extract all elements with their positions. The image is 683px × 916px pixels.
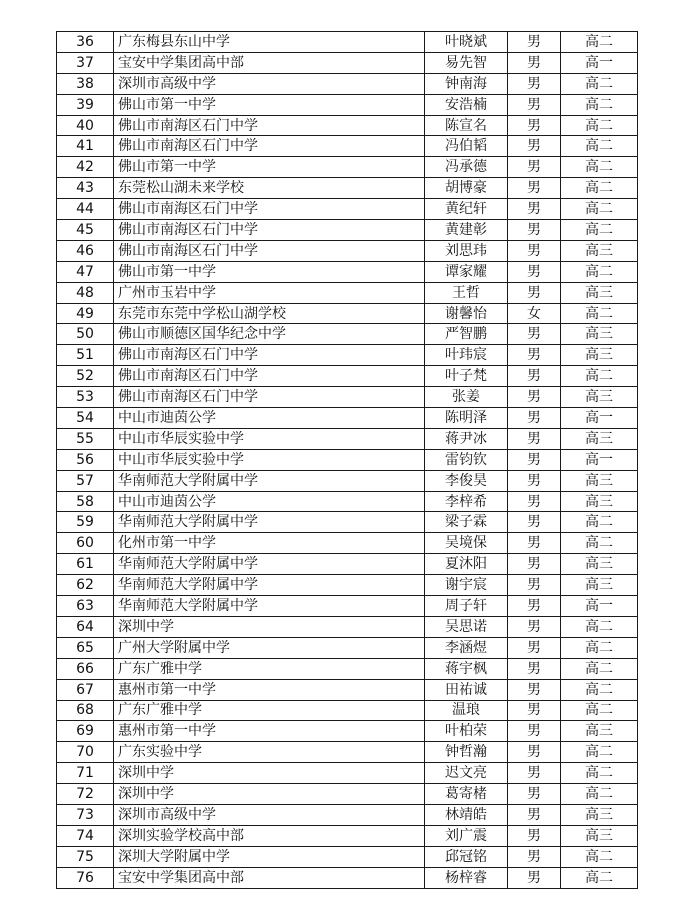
table-row: [57, 366, 638, 387]
school-name-cell: 深圳市高级中学: [114, 804, 425, 825]
student-name-cell: 刘广震: [425, 825, 508, 846]
school-name-cell: 华南师范大学附属中学: [114, 554, 425, 575]
row-number-cell: 51: [57, 345, 114, 366]
grade-cell: 高二: [561, 94, 638, 115]
table-row: [57, 115, 638, 136]
school-name-cell: 华南师范大学附属中学: [114, 470, 425, 491]
student-name-cell: 迟文亮: [425, 763, 508, 784]
roster-body: [57, 32, 638, 889]
grade-cell: 高二: [561, 366, 638, 387]
table-row: [57, 512, 638, 533]
school-name-cell: 广东广雅中学: [114, 658, 425, 679]
table-row: [57, 387, 638, 408]
table-row: [57, 428, 638, 449]
grade-cell: 高一: [561, 449, 638, 470]
gender-cell: 男: [508, 784, 561, 805]
table-row: [57, 449, 638, 470]
table-row: [57, 637, 638, 658]
grade-cell: 高一: [561, 52, 638, 73]
student-name-cell: 叶玮宸: [425, 345, 508, 366]
row-number-cell: 50: [57, 324, 114, 345]
row-number-cell: 40: [57, 115, 114, 136]
gender-cell: 男: [508, 742, 561, 763]
grade-cell: 高二: [561, 32, 638, 53]
table-row: [57, 784, 638, 805]
grade-cell: 高二: [561, 512, 638, 533]
row-number-cell: 62: [57, 575, 114, 596]
school-name-cell: 广东梅县东山中学: [114, 32, 425, 53]
school-name-cell: 佛山市第一中学: [114, 94, 425, 115]
gender-cell: 男: [508, 157, 561, 178]
gender-cell: 男: [508, 178, 561, 199]
student-name-cell: 杨梓睿: [425, 867, 508, 888]
table-row: [57, 261, 638, 282]
gender-cell: 男: [508, 575, 561, 596]
student-name-cell: 温琅: [425, 700, 508, 721]
gender-cell: 男: [508, 763, 561, 784]
row-number-cell: 66: [57, 658, 114, 679]
table-row: [57, 303, 638, 324]
gender-cell: 男: [508, 554, 561, 575]
grade-cell: 高三: [561, 428, 638, 449]
school-name-cell: 广州大学附属中学: [114, 637, 425, 658]
row-number-cell: 76: [57, 867, 114, 888]
row-number-cell: 67: [57, 679, 114, 700]
student-name-cell: 冯伯韬: [425, 136, 508, 157]
gender-cell: 男: [508, 637, 561, 658]
student-name-cell: 李涵煜: [425, 637, 508, 658]
gender-cell: 男: [508, 804, 561, 825]
table-row: [57, 804, 638, 825]
school-name-cell: 佛山市南海区石门中学: [114, 199, 425, 220]
grade-cell: 高二: [561, 784, 638, 805]
table-row: [57, 616, 638, 637]
row-number-cell: 39: [57, 94, 114, 115]
row-number-cell: 38: [57, 73, 114, 94]
gender-cell: 男: [508, 136, 561, 157]
table-row: [57, 658, 638, 679]
row-number-cell: 68: [57, 700, 114, 721]
school-name-cell: 深圳中学: [114, 784, 425, 805]
student-name-cell: 黄建彰: [425, 220, 508, 241]
student-name-cell: 严智鹏: [425, 324, 508, 345]
table-row: [57, 52, 638, 73]
student-name-cell: 胡博豪: [425, 178, 508, 199]
row-number-cell: 36: [57, 32, 114, 53]
student-name-cell: 梁子霖: [425, 512, 508, 533]
student-name-cell: 谢宇宸: [425, 575, 508, 596]
table-row: [57, 867, 638, 888]
student-name-cell: 冯承德: [425, 157, 508, 178]
row-number-cell: 57: [57, 470, 114, 491]
student-name-cell: 田祐诚: [425, 679, 508, 700]
gender-cell: 男: [508, 345, 561, 366]
school-name-cell: 华南师范大学附属中学: [114, 575, 425, 596]
student-name-cell: 邱冠铭: [425, 846, 508, 867]
row-number-cell: 46: [57, 240, 114, 261]
grade-cell: 高二: [561, 220, 638, 241]
gender-cell: 男: [508, 73, 561, 94]
gender-cell: 男: [508, 616, 561, 637]
grade-cell: 高三: [561, 387, 638, 408]
school-name-cell: 广东广雅中学: [114, 700, 425, 721]
grade-cell: 高三: [561, 554, 638, 575]
school-name-cell: 佛山市第一中学: [114, 261, 425, 282]
school-name-cell: 佛山市南海区石门中学: [114, 345, 425, 366]
row-number-cell: 73: [57, 804, 114, 825]
student-name-cell: 蒋尹冰: [425, 428, 508, 449]
grade-cell: 高二: [561, 658, 638, 679]
school-name-cell: 佛山市顺德区国华纪念中学: [114, 324, 425, 345]
table-row: [57, 763, 638, 784]
row-number-cell: 49: [57, 303, 114, 324]
student-name-cell: 雷钧钦: [425, 449, 508, 470]
row-number-cell: 37: [57, 52, 114, 73]
student-name-cell: 钟南海: [425, 73, 508, 94]
gender-cell: 男: [508, 449, 561, 470]
student-name-cell: 叶子梵: [425, 366, 508, 387]
student-name-cell: 李梓希: [425, 491, 508, 512]
student-name-cell: 林靖皓: [425, 804, 508, 825]
school-name-cell: 中山市迪茵公学: [114, 491, 425, 512]
student-name-cell: 叶晓斌: [425, 32, 508, 53]
grade-cell: 高二: [561, 679, 638, 700]
gender-cell: 男: [508, 387, 561, 408]
grade-cell: 高二: [561, 157, 638, 178]
grade-cell: 高二: [561, 261, 638, 282]
gender-cell: 男: [508, 679, 561, 700]
table-row: [57, 178, 638, 199]
table-row: [57, 345, 638, 366]
row-number-cell: 60: [57, 533, 114, 554]
grade-cell: 高二: [561, 199, 638, 220]
row-number-cell: 59: [57, 512, 114, 533]
school-name-cell: 中山市迪茵公学: [114, 408, 425, 429]
student-name-cell: 刘思玮: [425, 240, 508, 261]
grade-cell: 高二: [561, 136, 638, 157]
grade-cell: 高二: [561, 846, 638, 867]
table-row: [57, 596, 638, 617]
gender-cell: 男: [508, 52, 561, 73]
table-row: [57, 94, 638, 115]
student-name-cell: 吴境保: [425, 533, 508, 554]
school-name-cell: 惠州市第一中学: [114, 679, 425, 700]
gender-cell: 男: [508, 491, 561, 512]
table-row: [57, 491, 638, 512]
school-name-cell: 广州市玉岩中学: [114, 282, 425, 303]
table-row: [57, 700, 638, 721]
student-name-cell: 蒋宇枫: [425, 658, 508, 679]
row-number-cell: 69: [57, 721, 114, 742]
grade-cell: 高三: [561, 721, 638, 742]
grade-cell: 高二: [561, 867, 638, 888]
row-number-cell: 61: [57, 554, 114, 575]
gender-cell: 女: [508, 303, 561, 324]
grade-cell: 高三: [561, 345, 638, 366]
grade-cell: 高二: [561, 616, 638, 637]
gender-cell: 男: [508, 220, 561, 241]
gender-cell: 男: [508, 324, 561, 345]
grade-cell: 高一: [561, 596, 638, 617]
student-name-cell: 吴思诺: [425, 616, 508, 637]
school-name-cell: 广东实验中学: [114, 742, 425, 763]
student-name-cell: 张姜: [425, 387, 508, 408]
table-row: [57, 408, 638, 429]
row-number-cell: 45: [57, 220, 114, 241]
row-number-cell: 41: [57, 136, 114, 157]
row-number-cell: 58: [57, 491, 114, 512]
table-row: [57, 157, 638, 178]
table-row: [57, 721, 638, 742]
row-number-cell: 47: [57, 261, 114, 282]
table-row: [57, 742, 638, 763]
grade-cell: 高二: [561, 700, 638, 721]
grade-cell: 高三: [561, 575, 638, 596]
grade-cell: 高三: [561, 282, 638, 303]
row-number-cell: 75: [57, 846, 114, 867]
school-name-cell: 佛山市南海区石门中学: [114, 387, 425, 408]
grade-cell: 高三: [561, 491, 638, 512]
table-row: [57, 199, 638, 220]
row-number-cell: 54: [57, 408, 114, 429]
grade-cell: 高二: [561, 637, 638, 658]
table-row: [57, 679, 638, 700]
table-row: [57, 825, 638, 846]
table-row: [57, 73, 638, 94]
row-number-cell: 71: [57, 763, 114, 784]
gender-cell: 男: [508, 261, 561, 282]
grade-cell: 高三: [561, 324, 638, 345]
school-name-cell: 佛山市南海区石门中学: [114, 240, 425, 261]
row-number-cell: 65: [57, 637, 114, 658]
gender-cell: 男: [508, 658, 561, 679]
school-name-cell: 佛山市第一中学: [114, 157, 425, 178]
grade-cell: 高三: [561, 825, 638, 846]
gender-cell: 男: [508, 846, 561, 867]
table-row: [57, 240, 638, 261]
school-name-cell: 中山市华辰实验中学: [114, 449, 425, 470]
row-number-cell: 44: [57, 199, 114, 220]
school-name-cell: 华南师范大学附属中学: [114, 596, 425, 617]
row-number-cell: 42: [57, 157, 114, 178]
table-row: [57, 136, 638, 157]
grade-cell: 高二: [561, 303, 638, 324]
school-name-cell: 深圳实验学校高中部: [114, 825, 425, 846]
gender-cell: 男: [508, 867, 561, 888]
row-number-cell: 55: [57, 428, 114, 449]
gender-cell: 男: [508, 700, 561, 721]
student-name-cell: 叶柏荣: [425, 721, 508, 742]
grade-cell: 高三: [561, 240, 638, 261]
student-name-cell: 陈明泽: [425, 408, 508, 429]
school-name-cell: 中山市华辰实验中学: [114, 428, 425, 449]
table-row: [57, 470, 638, 491]
school-name-cell: 化州市第一中学: [114, 533, 425, 554]
gender-cell: 男: [508, 32, 561, 53]
table-row: [57, 846, 638, 867]
grade-cell: 高二: [561, 533, 638, 554]
student-name-cell: 陈宣名: [425, 115, 508, 136]
school-name-cell: 东莞市东莞中学松山湖学校: [114, 303, 425, 324]
school-name-cell: 惠州市第一中学: [114, 721, 425, 742]
gender-cell: 男: [508, 596, 561, 617]
gender-cell: 男: [508, 428, 561, 449]
table-row: [57, 533, 638, 554]
school-name-cell: 华南师范大学附属中学: [114, 512, 425, 533]
grade-cell: 高二: [561, 763, 638, 784]
row-number-cell: 53: [57, 387, 114, 408]
school-name-cell: 深圳大学附属中学: [114, 846, 425, 867]
school-name-cell: 东莞松山湖未来学校: [114, 178, 425, 199]
table-row: [57, 324, 638, 345]
school-name-cell: 佛山市南海区石门中学: [114, 115, 425, 136]
grade-cell: 高二: [561, 115, 638, 136]
row-number-cell: 52: [57, 366, 114, 387]
student-name-cell: 钟哲瀚: [425, 742, 508, 763]
student-name-cell: 谢馨怡: [425, 303, 508, 324]
table-row: [57, 220, 638, 241]
gender-cell: 男: [508, 366, 561, 387]
school-name-cell: 深圳中学: [114, 763, 425, 784]
gender-cell: 男: [508, 199, 561, 220]
gender-cell: 男: [508, 94, 561, 115]
table-row: [57, 282, 638, 303]
school-name-cell: 佛山市南海区石门中学: [114, 136, 425, 157]
grade-cell: 高二: [561, 742, 638, 763]
grade-cell: 高二: [561, 178, 638, 199]
student-name-cell: 安浩楠: [425, 94, 508, 115]
school-name-cell: 宝安中学集团高中部: [114, 52, 425, 73]
gender-cell: 男: [508, 533, 561, 554]
school-name-cell: 佛山市南海区石门中学: [114, 366, 425, 387]
student-name-cell: 王哲: [425, 282, 508, 303]
gender-cell: 男: [508, 115, 561, 136]
grade-cell: 高一: [561, 408, 638, 429]
gender-cell: 男: [508, 408, 561, 429]
grade-cell: 高二: [561, 73, 638, 94]
student-name-cell: 夏沐阳: [425, 554, 508, 575]
table-row: [57, 32, 638, 53]
student-name-cell: 易先智: [425, 52, 508, 73]
grade-cell: 高三: [561, 470, 638, 491]
gender-cell: 男: [508, 512, 561, 533]
student-name-cell: 谭家耀: [425, 261, 508, 282]
row-number-cell: 64: [57, 616, 114, 637]
gender-cell: 男: [508, 282, 561, 303]
row-number-cell: 70: [57, 742, 114, 763]
row-number-cell: 63: [57, 596, 114, 617]
school-name-cell: 深圳中学: [114, 616, 425, 637]
row-number-cell: 43: [57, 178, 114, 199]
student-name-cell: 李俊昊: [425, 470, 508, 491]
row-number-cell: 56: [57, 449, 114, 470]
student-name-cell: 黄纪轩: [425, 199, 508, 220]
row-number-cell: 48: [57, 282, 114, 303]
gender-cell: 男: [508, 721, 561, 742]
grade-cell: 高三: [561, 804, 638, 825]
table-row: [57, 554, 638, 575]
school-name-cell: 佛山市南海区石门中学: [114, 220, 425, 241]
student-name-cell: 周子轩: [425, 596, 508, 617]
gender-cell: 男: [508, 470, 561, 491]
row-number-cell: 74: [57, 825, 114, 846]
table-row: [57, 575, 638, 596]
student-roster-table: [56, 31, 638, 889]
student-name-cell: 葛寄楮: [425, 784, 508, 805]
row-number-cell: 72: [57, 784, 114, 805]
gender-cell: 男: [508, 825, 561, 846]
school-name-cell: 深圳市高级中学: [114, 73, 425, 94]
school-name-cell: 宝安中学集团高中部: [114, 867, 425, 888]
gender-cell: 男: [508, 240, 561, 261]
